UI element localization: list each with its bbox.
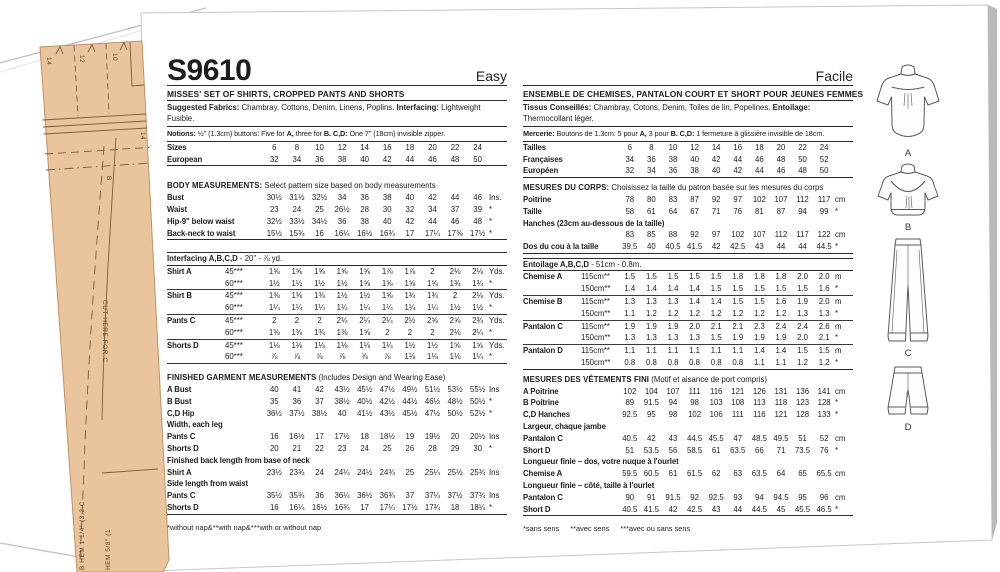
table-row: Taille 58 61 64 67 71 76 81 87 94 99 * [523,206,838,216]
figure-view-d [866,366,950,433]
table-row: 60*** 1½ 1½ 1½ 1½ 1⅝ 1⅝ 1⅝ 1⅝ 1¾ 1¾ * [225,278,492,288]
sizes-table-en [167,142,507,167]
figure-view-c [866,238,950,359]
figure-label-b: B [904,222,912,233]
body-measurements-header-en: BODY MEASUREMENTS: Select pattern size based on body measurements [167,181,436,191]
tissue-size-label: 10 [111,53,118,62]
tissue-size-label: 12 [78,55,85,64]
table-row: A Bust 40 41 42 43½ 45½ 47½ 49½ 51½ 53½ 55½ Ins [167,385,500,395]
table-row: Largeur, chaque jambe [523,422,606,432]
table-row: C,D Hip 36½ 37½ 38½ 40 41½ 43½ 45½ 47½ 50½ 52½ * [167,408,492,418]
table-row: 150cm** 0.8 0.8 0.8 0.8 0.8 0.8 1.1 1.1 1.2 1.2 * [581,358,838,368]
masthead-fr [523,36,853,86]
table-row: Pantalon D 115cm** 1.1 1.1 1.1 1.1 1.1 1.1 1.4 1.4 1.5 1.5 m [523,344,853,357]
tissue-hem-label-b: B HEM 1 1/4" (3.2 C [79,500,86,570]
table-row: Hip-9" below waist 32½ 33½ 34½ 36 38 40 42 44 46 48 * [167,216,492,226]
table-row: Shorts D 16 16¼ 16½ 16¾ 17 17¼ 17½ 17¾ 18 18¼ * [167,503,492,512]
french-panel [523,36,864,534]
figure-view-b [866,162,950,233]
table-row: Longueur finie – dos, votre nuque à l'ourlet [523,457,679,467]
table-row: Finished back length from base of neck [167,455,310,465]
pants-c-front-view-icon [881,238,935,346]
finished-measurements-table-fr [523,386,853,517]
tissue-size-label: 14 [139,132,146,141]
table-row: Waist 23 24 25 26½ 28 30 32 34 37 39 * [167,204,492,214]
table-row: Sizes 6 8 10 12 14 16 18 20 22 24 [167,142,482,152]
notions-note-en: Notions: ½" (1.3cm) buttons: Five for A, three for B. C,D: One 7" (18cm) invisible zipper. [167,127,507,142]
body-measurements-table-fr [523,194,853,254]
table-row: Bust 30½ 31½ 32½ 34 36 38 40 42 44 46 Ins. [167,193,502,203]
table-row: 60*** 1¼ 1¼ 1¼ 1¼ 1¼ 1¼ 1¼ 1¼ 1½ 1½ * [225,303,492,313]
table-row: Pantalon C 90 91 91.5 92 92.5 93 94 94.5 95 96 cm [523,492,846,502]
yardage-table-en [167,266,507,364]
sizes-table-fr [523,142,853,178]
interfacing-note-en: Interfacing A,B,C,D - 20" - ⅞ yd. [167,252,507,266]
finished-measurements-header-fr: MESURES DES VÊTEMENTS FINI (Motif et aisance de port compris) [523,374,767,384]
tissue-size-label: 14 [45,57,52,66]
table-row: Chemise B 115cm** 1.3 1.3 1.3 1.4 1.4 1.5 1.5 1.6 1.9 2.0 m [523,295,853,308]
table-row: Chemise A 115cm** 1.5 1.5 1.5 1.5 1.5 1.8 1.8 1.8 2.0 2.0 m [523,272,842,282]
body-measurements-header-fr: MESURES DU CORPS: Choisissez la taille du patron basée sur les mesures du corps [523,183,824,193]
table-row: B Bust 35 36 37 38½ 40½ 42½ 44½ 46½ 48½ 50½ * [167,396,492,406]
figure-view-a [866,62,950,159]
table-row: Françaises 34 36 38 40 42 44 46 48 50 52 [523,154,829,164]
table-row: Shorts D 20 21 22 23 24 25 26 28 29 30 * [167,444,492,454]
table-row: A Poitrine 102 104 107 111 116 121 126 131 136 141 cm [523,386,846,396]
table-row: Pantalon C 40.5 42 43 44.5 45.5 47 48.5 49.5 51 52 cm [523,433,846,443]
body-measurements-table-en [167,192,507,240]
finished-measurements-table-en [167,384,507,515]
table-row: Hanches (23cm au-dessous de la taille) [523,218,665,228]
shorts-d-front-view-icon [881,366,935,420]
table-row: C,D Hanches 92.5 95 98 102 106 111 116 121 128 133 * [523,410,838,420]
yardage-table-fr [523,271,853,369]
table-row: Shirt B 45*** 1⅜ 1⅜ 1⅜ 1½ 1½ 1⅝ 1¾ 1¾ 2 2⅛ Yds. [167,289,507,302]
masthead-en [167,36,507,86]
table-row: Width, each leg [167,420,223,430]
table-row: Européen 32 34 36 38 40 42 44 46 48 50 [523,166,829,176]
table-row: Pantalon C 115cm** 1.9 1.9 1.9 2.0 2.1 2.1 2.3 2.4 2.4 2.6 m [523,320,853,333]
table-row: Short D 40.5 41.5 42 42.5 43 44 44.5 45 45.5 46.5 * [523,504,838,514]
figure-label-a: A [904,148,912,159]
figure-label-c: C [904,348,912,359]
shirt-b-back-view-icon [875,162,941,220]
table-row: Side length from waist [167,479,248,489]
table-row: Pants C 45*** 2 2 2 2¼ 2¼ 2¼ 2½ 2⅝ 2⅝ 2¾ Yds. [167,314,507,327]
table-row: European 32 34 36 38 40 42 44 46 48 50 [167,154,482,164]
table-row: Pants C 16 16½ 17 17½ 18 18½ 19 19½ 20 20½ Ins [167,432,500,442]
english-panel [167,36,507,532]
table-row: Poitrine 78 80 83 87 92 97 102 107 112 117 cm [523,194,846,204]
pattern-title-fr: ENSEMBLE DE CHEMISES, PANTALON COURT ET SHORT POUR JEUNES FEMMES [523,86,853,101]
finished-measurements-header-en: FINISHED GARMENT MEASUREMENTS (Includes Design and Wearing Ease) [167,373,446,383]
difficulty-badge-fr: Facile [815,68,853,84]
nap-footnote-fr: *sans sens **avec sens ***avec ou sans sens [523,524,691,534]
table-row: Chemise A 59.5 60.5 61 61.5 62 63 63.5 64 65 65.5 cm [523,469,846,479]
shirt-a-back-view-icon [875,62,941,146]
table-row: 150cm** 1.3 1.3 1.3 1.3 1.5 1.9 1.9 1.9 2.0 2.1 * [581,333,838,343]
nap-footnote-en: *without nap&**with nap&***with or without nap [167,522,322,532]
garment-views-rail [866,62,950,442]
fabrics-note-fr: Tissus Conseillés: Chambray, Cotons, Denim, Toiles de lin, Popelines. Entoilage: Thermocollant léger. [523,101,853,127]
tissue-hem-label: HEM 5/8" (1 [105,528,112,570]
table-row: Pants C 35½ 35¾ 36 36¼ 36½ 36¾ 37 37¼ 37½ 37¾ Ins [167,491,500,501]
table-row: 150cm** 1.1 1.2 1.2 1.2 1.2 1.2 1.2 1.2 1.3 1.3 * [581,308,838,318]
notions-note-fr: Mercerie: Boutons de 1.3cm: 5 pour A, 3 pour B. C,D: 1 fermeture à glissière invisible de 18cm. [523,127,853,142]
table-row: Tailles 6 8 10 12 14 16 18 20 22 24 [523,142,829,152]
tissue-piece-letter: B [105,176,112,181]
table-row: Shirt A 23½ 23¾ 24 24¼ 24½ 24¾ 25 25¼ 25½ 25¾ Ins [167,467,500,477]
fabrics-note-en: Suggested Fabrics: Chambray, Cottons, Denim, Linens, Poplins. Interfacing: Lightweight Fusible. [167,101,507,127]
difficulty-badge-en: Easy [475,68,507,84]
table-row: Back-neck to waist 15½ 15¾ 16 16¼ 16½ 16¾ 17 17¼ 17⅜ 17½ * [167,228,492,238]
table-row: Dos du cou à la taille 39.5 40 40.5 41.5 42 42.5 43 44 44 44.5 * [523,242,838,252]
pattern-title-en: MISSES' SET OF SHIRTS, CROPPED PANTS AND SHORTS [167,86,507,101]
table-row: Short D 51 53.5 56 58.5 61 63.5 66 71 73.5 76 * [523,445,838,455]
table-row: Shorts D 45*** 1⅛ 1⅛ 1⅛ 1⅛ 1⅛ 1¼ 1½ 1½ 1⅝ 1⅝ Yds. [167,339,507,352]
interfacing-note-fr: Entoilage A,B,C,D - 51cm - 0.8m. [523,258,853,272]
tissue-cut-here-label: CUT HERE FOR C [101,300,108,363]
table-row: 83 85 88 92 97 102 107 112 117 122 cm [625,230,846,240]
figure-label-d: D [904,422,912,433]
pattern-number: S9610 [167,54,252,87]
table-row: 60*** ⅞ ⅞ ⅞ ⅞ ⅞ ⅞ 1⅛ 1⅛ 1⅛ 1¼ * [225,352,492,362]
table-row: 150cm** 1.4 1.4 1.4 1.4 1.5 1.5 1.5 1.5 1.5 1.6 * [581,284,838,294]
table-row: Shirt A 45*** 1⅝ 1⅝ 1⅝ 1⅝ 1⅝ 1⅞ 1⅞ 2 2⅛ 2⅛ Yds. [167,266,505,276]
table-row: Longueur finie – côté, taille à l'ourlet [523,481,655,490]
table-row: B Poitrine 89 91.5 94 98 103 108 113 118 123 128 * [523,398,838,408]
table-row: 60*** 1⅜ 1⅜ 1⅜ 1⅜ 1⅝ 2 2 2 2⅛ 2¼ * [225,327,492,337]
